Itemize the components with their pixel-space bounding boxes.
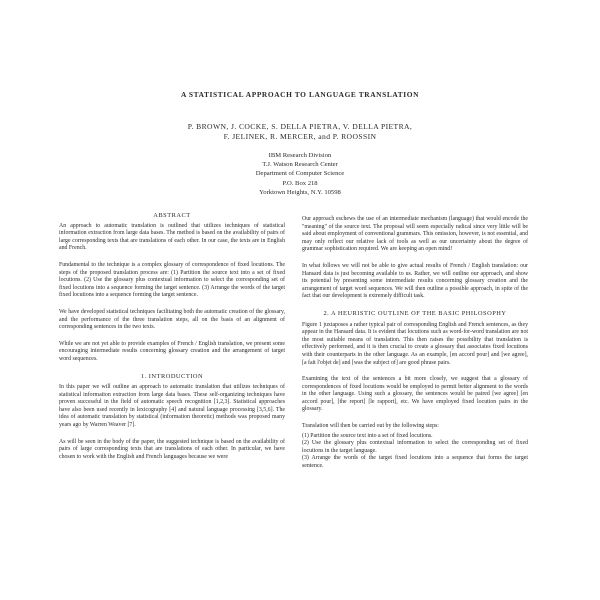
author-line-2: F. JELINEK, R. MERCER, and P. ROOSSIN (223, 132, 377, 141)
body-paragraph: As will be seen in the body of the paper, the suggested technique is based on the availability of pairs of large corresponding texts that are translations of each other. In particular, we have chosen to work with the English and French languages because we were (59, 438, 285, 460)
left-column (59, 212, 285, 470)
abstract-paragraph: We have developed statistical techniques facilitating both the automatic creation of the glossary, and the performance of the three translation steps, all on the basis of an alignment of corresponding sentences in the two texts. (59, 308, 285, 331)
body-paragraph: Translation will then be carried out by the following steps: (302, 423, 439, 430)
abstract-paragraph: While we are not yet able to provide examples of French / English translation, we present some encouraging intermediate results concerning glossary creation and the arrangement of target word sequences. (59, 340, 285, 362)
abstract-heading: ABSTRACT (153, 212, 191, 219)
body-paragraph: Our approach eschews the use of an intermediate mechanism (language) that would encode the "meaning" of the source text. The proposal will seem especially radical since very little will be said about employment of conventional grammars. This omission, however, is not essential, and may only reflect our relative lack of tools as well as our uncertainty about the degree of grammar sophistication required. We are keeping an open mind! (302, 216, 528, 253)
body-paragraph: In this paper we will outline an approach to automatic translation that utilizes techniques of statistical information extraction from large data bases. These self-organizing techniques have proven successful in the field of automatic speech recognition [1,2,3]. Statistical approaches have also been used recently in lexicography [4] and natural language processing [3,5,6]. The idea of automatic translation by statistical (information theoretic) methods was proposed many years ago by Warren Weaver [7]. (59, 384, 285, 429)
list-item: (1) Partition the source text into a set of fixed locutions. (302, 432, 433, 439)
affiliation-line: Yorktown Heights, N.Y. 10598 (259, 188, 341, 196)
body-paragraph: Examining the text of the sentences a bit more closely, we suggest that a glossary of correspondences of fixed locutions would be employed to permit better alignment to the words in the other language. Using such a glossary, the sentences would be paired [we agree] [en accord pour], [the report] [le rapport], etc. We have employed fixed locution pairs in the glossary. (302, 376, 528, 413)
affiliation-line: P.O. Box 218 (282, 179, 318, 187)
right-column (302, 216, 528, 471)
body-paragraph: In what follows we will not be able to give actual results of French / English translation: our Hansard data is just becoming available to us. Rather, we will outline our approach, and show its potential by presenting some intermediate results concerning glossary creation and the arrangement of target word sequences. We will then outline a possible approach, in spite of the fact that our development is extremely difficult task. (302, 262, 528, 300)
author-line-1: P. BROWN, J. COCKE, S. DELLA PIETRA, V. DELLA PIETRA, (187, 122, 413, 131)
abstract-paragraph: Fundamental to the technique is a complex glossary of correspondence of fixed locutions. The steps of the proposed translation process are: (1) Partition the source text into a set of fixed locutions. (2) Use the glossary plus contextual information to select the corresponding set of fixed locutions into a sequence forming the target sentence. (3) Arrange the words of the target fixed locutions into a sequence forming the target sentence. (59, 261, 285, 299)
body-paragraph: Figure 1 juxtaposes a rather typical pair of corresponding English and French sentences, as they appear in the Hansard data. It is evident that locutions such as word-for-word translation are not the most suitable means of translation. This then raises the possibility that translation is effectively performed, and it is then crucial to create a glossary that associates fixed locutions with their counterparts in the other language. As an example, [en accord pour] and [we agree], [a fait l'objet de] and [was the subject of] are good phrase pairs. (302, 321, 528, 366)
affiliation-line: Department of Computer Science (255, 170, 345, 178)
section-heading-introduction: 1. INTRODUCTION (140, 372, 204, 380)
affiliation-line: T.J. Watson Research Center (262, 161, 338, 169)
affiliation-line: IBM Research Division (268, 152, 332, 159)
paper-title: A STATISTICAL APPROACH TO LANGUAGE TRANSLATION (180, 90, 420, 99)
section-heading-heuristic-outline: 2. A HEURISTIC OUTLINE OF THE BASIC PHILOSOPHY (323, 309, 507, 317)
author-list (0, 122, 600, 142)
list-item: (2) Use the glossary plus contextual information to select the corresponding set of fixed locutions in the target language. (302, 440, 528, 454)
abstract-paragraph: An approach to automatic translation is outlined that utilizes techniques of statistical information extraction from large data bases. The method is based on the availability of pairs of large corresponding texts that are translations of each other. In our case, the texts are in English and French. (59, 222, 285, 252)
list-item: (3) Arrange the words of the target fixed locutions into a sequence that forms the target sentence. (302, 455, 528, 470)
affiliation-block (0, 151, 600, 197)
